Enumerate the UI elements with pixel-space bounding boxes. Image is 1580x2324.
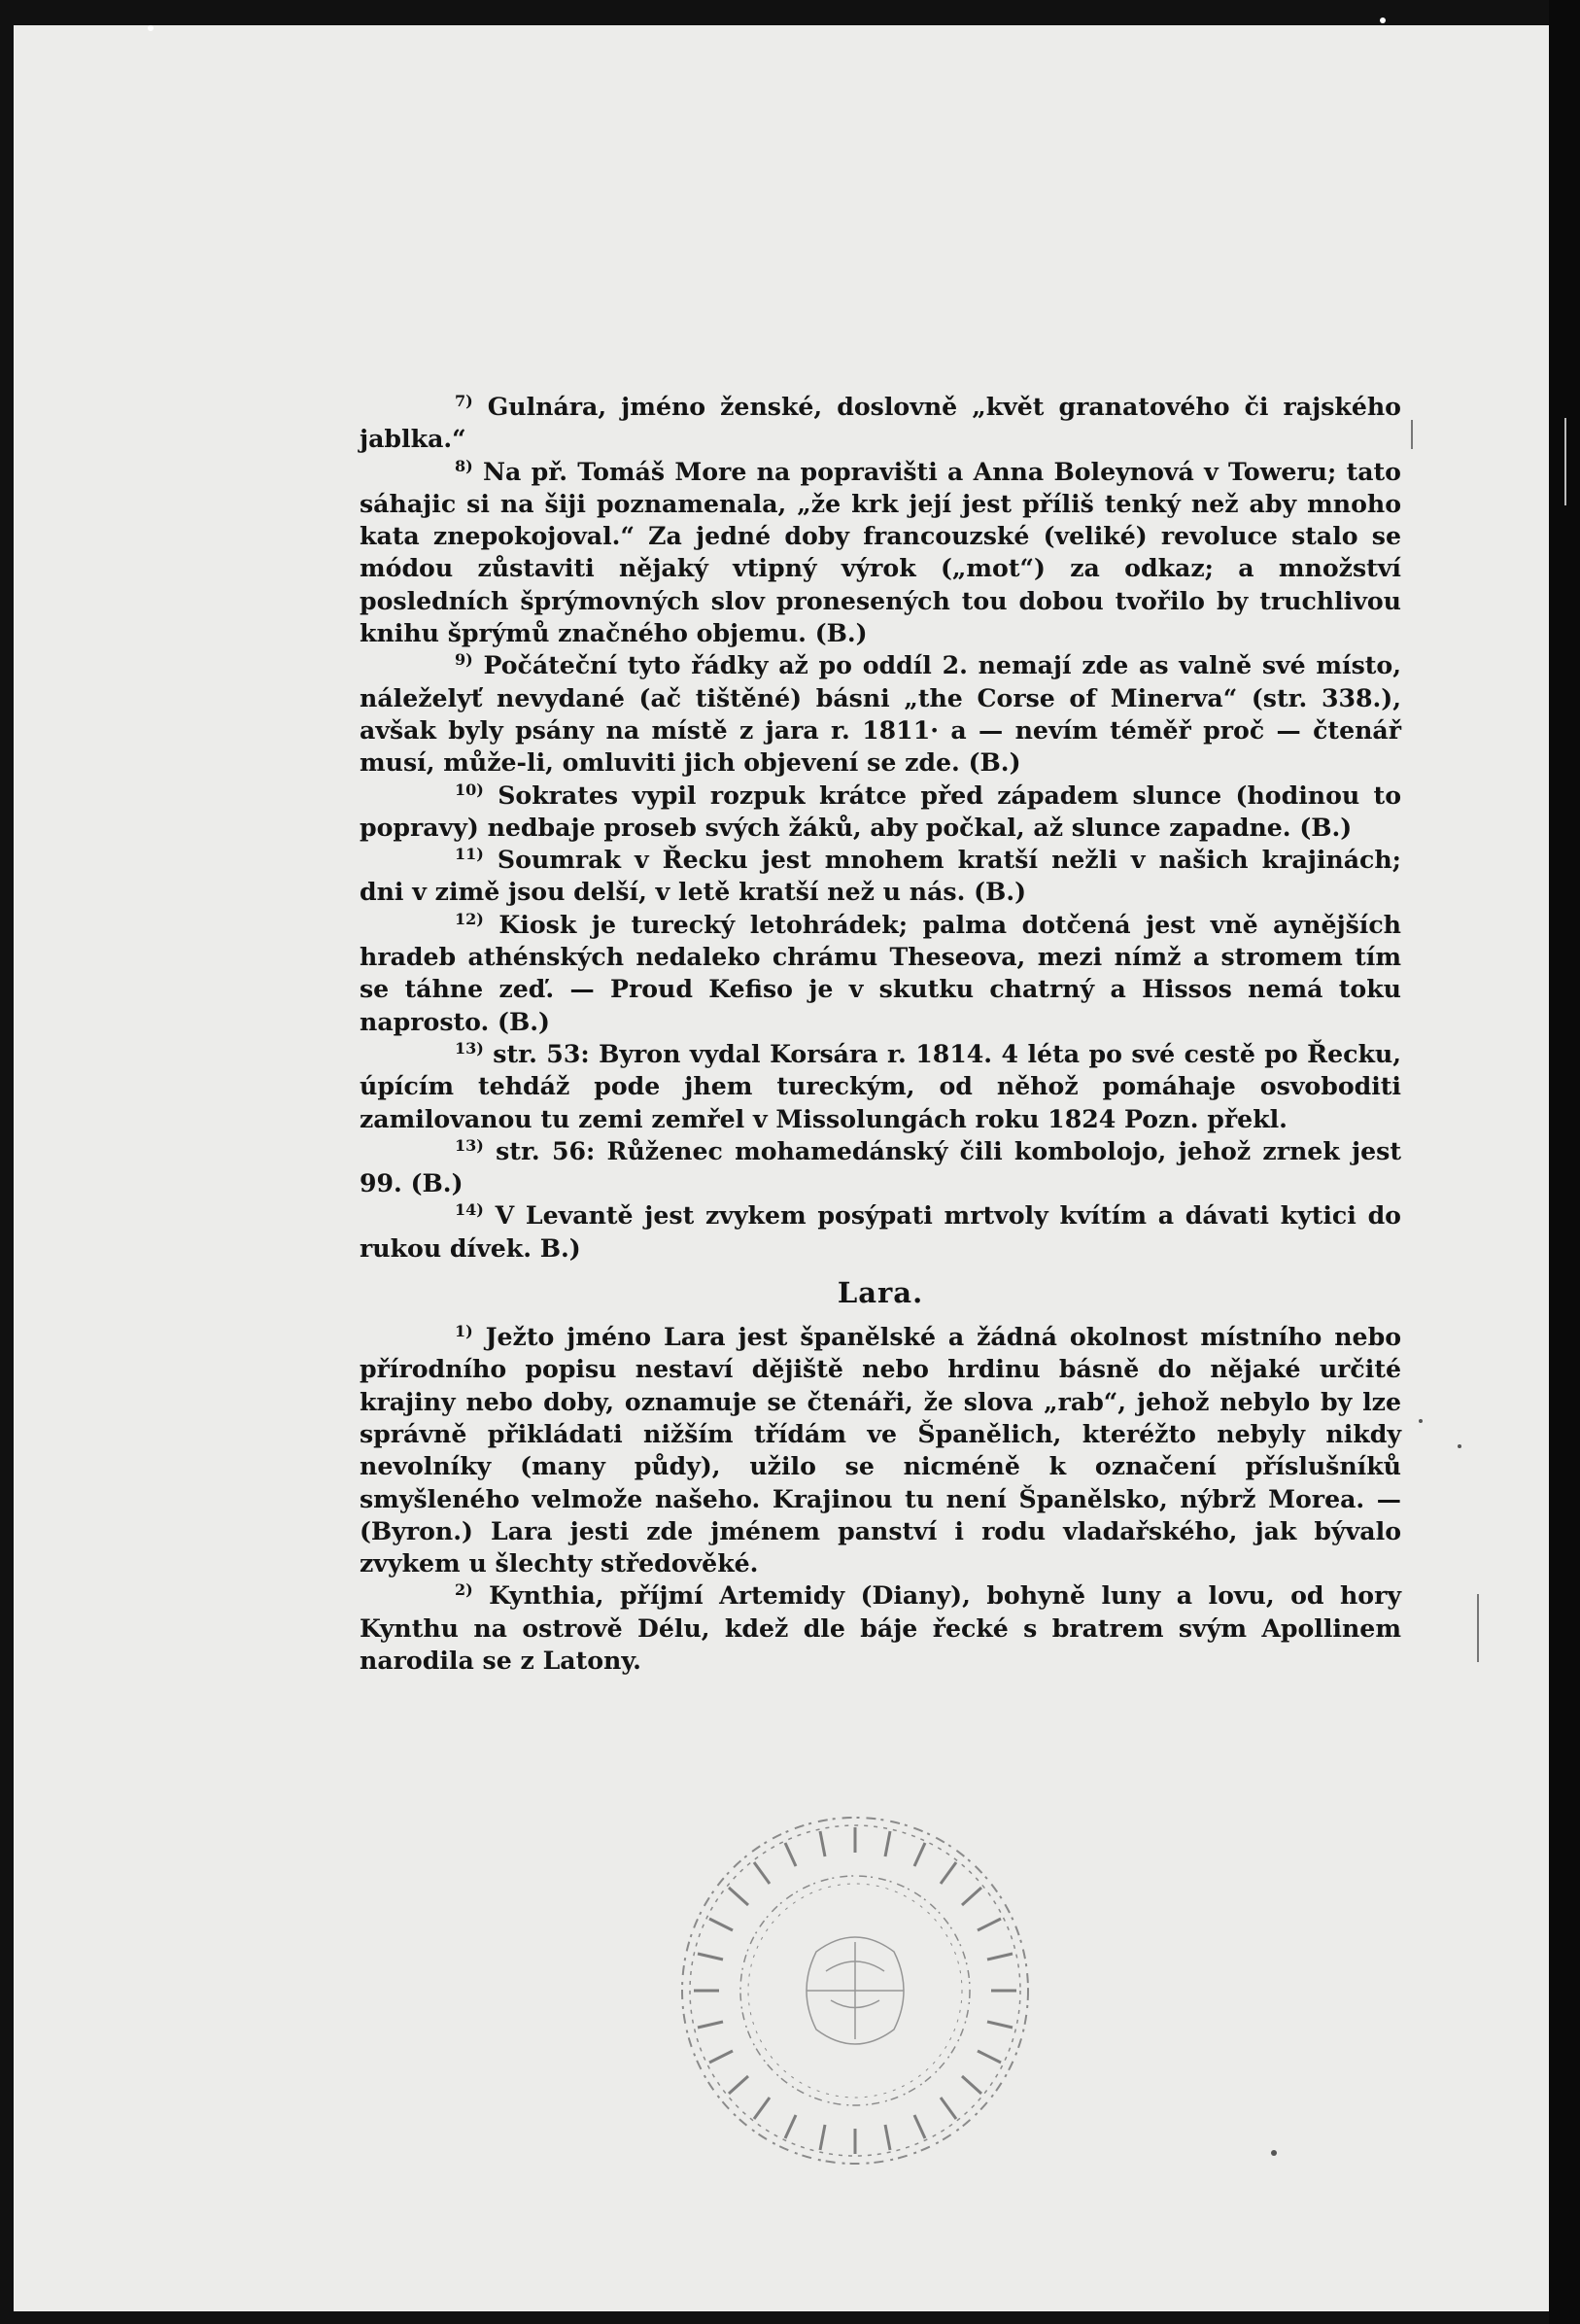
note-text: Soumrak v Řecku jest mnohem kratší nežli v našich krajinách; dni v zimě jsou delší, v letě kratší než u nás. (B.)	[360, 845, 1401, 907]
note-mark: 14)	[455, 1200, 484, 1220]
dust-speck	[1458, 1444, 1461, 1448]
note-mark: 2)	[455, 1580, 473, 1600]
note-text: Na př. Tomáš More na popravišti a Anna Boleynová v Toweru; tato sáhajic si na šiji poznamenala, „že krk její jest příliš tenký než aby mnoho kata znepokojoval.“ Za jedné doby francouzské (veliké) revoluce stalo se módou zůstaviti nějaký vtipný výrok („mot“) za odkaz; a množství posledních šprýmovných slov pronesených tou dobou tvořilo by truchlivou knihu šprýmů značného objemu. (B.)	[360, 456, 1401, 648]
note-mark: 8)	[455, 456, 473, 475]
note-mark: 11)	[455, 845, 484, 864]
notes-text	[360, 391, 1401, 1677]
note-mark: 1)	[455, 1322, 473, 1341]
note-mark: 10)	[455, 780, 484, 799]
note-13b	[360, 1135, 1401, 1200]
note-mark: 13)	[455, 1135, 484, 1155]
note-9	[360, 649, 1401, 779]
note-text: Kiosk je turecký letohrádek; palma dotčená jest vně aynějších hradeb athénských nedaleko chrámu Theseova, mezi nímž a stromem tím se táhne zeď. — Proud Kefiso je v skutku chatrný a Hissos nemá toku naprosto. (B.)	[360, 909, 1401, 1036]
note-11	[360, 844, 1401, 909]
note-mark: 12)	[455, 909, 484, 928]
note-text: str. 56: Růženec mohamedánský čili kombolojo, jehož zrnek jest 99. (B.)	[360, 1135, 1401, 1198]
note-13a	[360, 1038, 1401, 1135]
note-mark: 7)	[455, 392, 473, 410]
note-text: Sokrates vypil rozpuk krátce před západem slunce (hodinou to popravy) nedbaje proseb svých žáků, aby počkal, až slunce zapadne. (B.)	[360, 780, 1401, 842]
margin-mark	[1564, 418, 1566, 505]
note-text: V Levantě jest zvykem posýpati mrtvoly kvítím a dávati kytici do rukou dívek. B.)	[360, 1200, 1401, 1263]
scan-edge	[1549, 0, 1580, 2324]
lara-note-2	[360, 1579, 1401, 1677]
note-8	[360, 456, 1401, 650]
dust-speck	[1380, 17, 1386, 23]
margin-mark	[1477, 1594, 1479, 1662]
note-mark: 9)	[455, 650, 473, 670]
note-text: Ježto jméno Lara jest španělské a žádná okolnost místního nebo přírodního popisu nestaví dějiště nebo hrdinu básně do nějaké určité krajiny nebo doby, oznamuje se čtenáři, že slova „rab“, jehož nebylo by lze správně přikládati nižším třídám ve Španělich, kteréžto nebyly nikdy nevolníky (many půdy), užilo se nicméně k označení příslušníků smyšleného velmože našeho. Krajinou tu není Španělsko, nýbrž Morea. — (Byron.) Lara jesti zde jménem panství i rodu vladařského, jak bývalo zvykem u šlechty středověké.	[360, 1322, 1401, 1578]
dust-speck	[148, 25, 154, 31]
note-text: Kynthia, příjmí Artemidy (Diany), bohyně luny a lovu, od hory Kynthu na ostrově Délu, kdež dle báje řecké s bratrem svým Apollinem narodila se z Latony.	[360, 1580, 1401, 1675]
dust-speck	[1271, 2150, 1277, 2156]
section-heading: Lara.	[837, 1276, 924, 1310]
note-text: str. 53: Byron vydal Korsára r. 1814. 4 léta po své cestě po Řecku, úpícím tehdáž pode jhem tureckým, od něhož pomáhaje osvoboditi zamilovanou tu zemi zemřel v Missolungách roku 1824 Pozn. překl.	[360, 1038, 1401, 1133]
note-12	[360, 909, 1401, 1038]
note-text: Počáteční tyto řádky až po oddíl 2. nemají zde as valně své místo, náleželyť nevydané (ač tištěné) básni „the Corse of Minerva“ (str. 338.), avšak byly psány na místě z jara r. 1811· a — nevím téměř proč — čtenář musí, může-li, omluviti jich objevení se zde. (B.)	[360, 650, 1401, 778]
library-stamp-icon	[670, 1806, 1040, 2175]
note-10	[360, 780, 1401, 845]
note-7	[360, 391, 1401, 456]
lara-note-1	[360, 1321, 1401, 1579]
note-text: Gulnára, jméno ženské, doslovně „květ granatového či rajského jablka.“	[360, 392, 1401, 454]
note-mark: 13)	[455, 1038, 484, 1058]
dust-speck	[1419, 1419, 1423, 1423]
margin-mark	[1411, 420, 1413, 449]
note-14	[360, 1199, 1401, 1265]
